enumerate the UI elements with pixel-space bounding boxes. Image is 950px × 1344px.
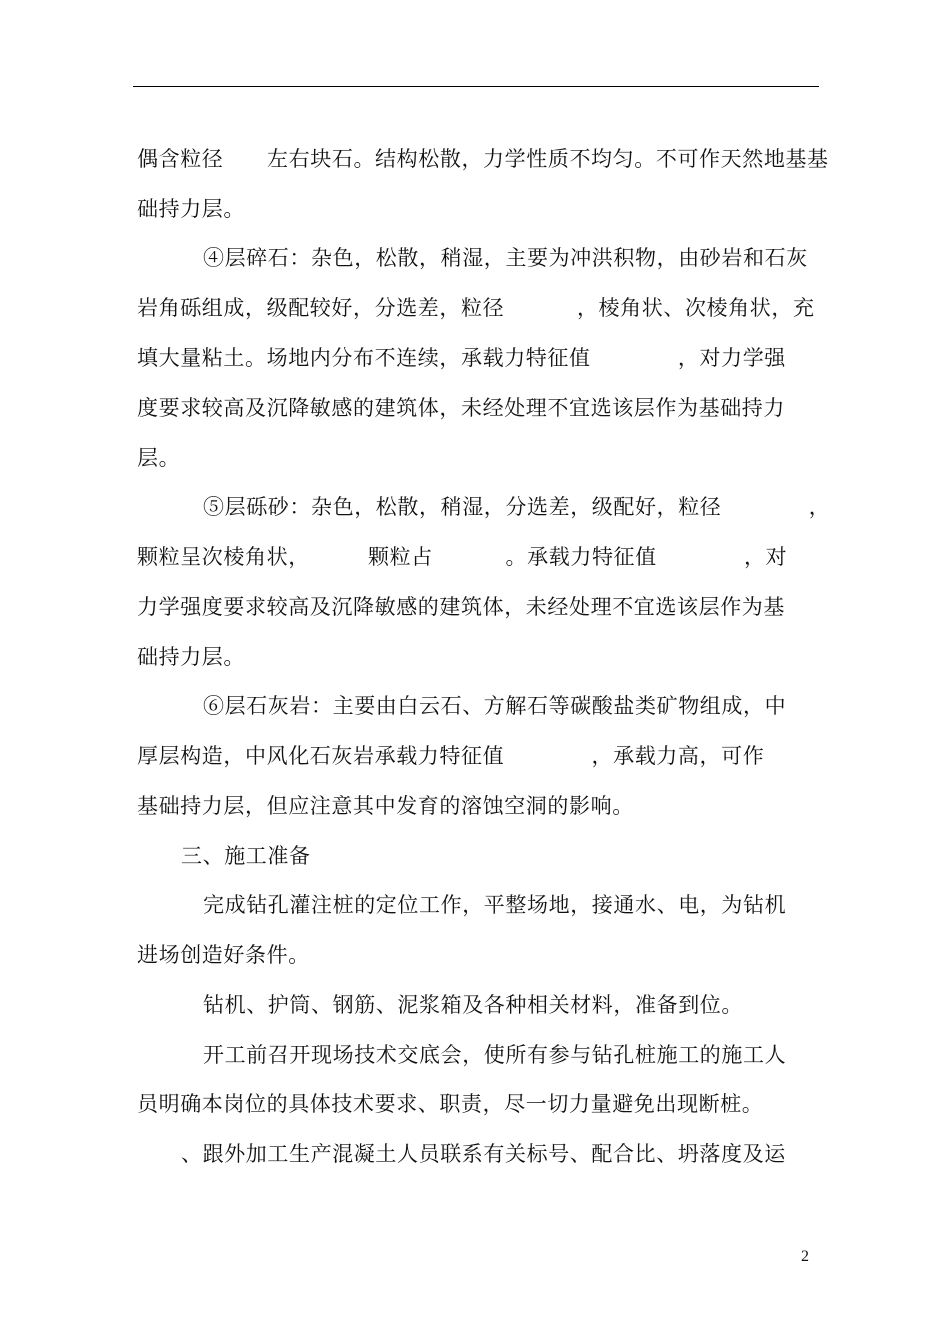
text-line: ⑥层石灰岩：主要由白云石、方解石等碳酸盐类矿物组成，中 xyxy=(203,694,787,718)
text-line: 员明确本岗位的具体技术要求、职责，尽一切力量避免出现断桩。 xyxy=(137,1092,764,1116)
text-line: 进场创造好条件。 xyxy=(137,943,310,967)
text-line: 偶含粒径 左右块石。结构松散，力学性质不均匀。不可作天然地基基 xyxy=(137,147,829,171)
text-line: 基础持力层，但应注意其中发育的溶蚀空洞的影响。 xyxy=(137,794,634,818)
text-line: 础持力层。 xyxy=(137,645,245,669)
header-rule xyxy=(133,86,819,87)
text-line: 厚层构造，中风化石灰岩承载力特征值 ，承载力高，可作 xyxy=(137,744,765,768)
text-line: ⑤层砾砂：杂色，松散，稍湿，分选差，级配好，粒径 ， xyxy=(203,495,831,519)
text-line: ④层碎石：杂色，松散，稍湿，主要为冲洪积物，由砂岩和石灰 xyxy=(203,246,808,270)
page-number: 2 xyxy=(801,1248,809,1265)
text-line: 开工前召开现场技术交底会，使所有参与钻孔桩施工的施工人 xyxy=(203,1043,787,1067)
text-line: 钻机、护筒、钢筋、泥浆箱及各种相关材料，准备到位。 xyxy=(203,993,743,1017)
text-line: 、跟外加工生产混凝土人员联系有关标号、配合比、坍落度及运 xyxy=(181,1142,786,1166)
text-line: 岩角砾组成，级配较好，分选差，粒径 ，棱角状、次棱角状，充 xyxy=(137,296,815,320)
text-line: 度要求较高及沉降敏感的建筑体，未经处理不宜选该层作为基础持力 xyxy=(137,396,785,420)
section-heading: 三、施工准备 xyxy=(181,844,311,868)
text-line: 颗粒呈次棱角状， 颗粒占 。承载力特征值 ，对 xyxy=(137,545,788,569)
text-line: 完成钻孔灌注桩的定位工作，平整场地，接通水、电，为钻机 xyxy=(203,893,787,917)
text-line: 础持力层。 xyxy=(137,197,245,221)
text-line: 填大量粘土。场地内分布不连续，承载力特征值 ，对力学强 xyxy=(137,346,786,370)
text-line: 层。 xyxy=(137,446,181,470)
text-line: 力学强度要求较高及沉降敏感的建筑体，未经处理不宜选该层作为基 xyxy=(137,595,785,619)
